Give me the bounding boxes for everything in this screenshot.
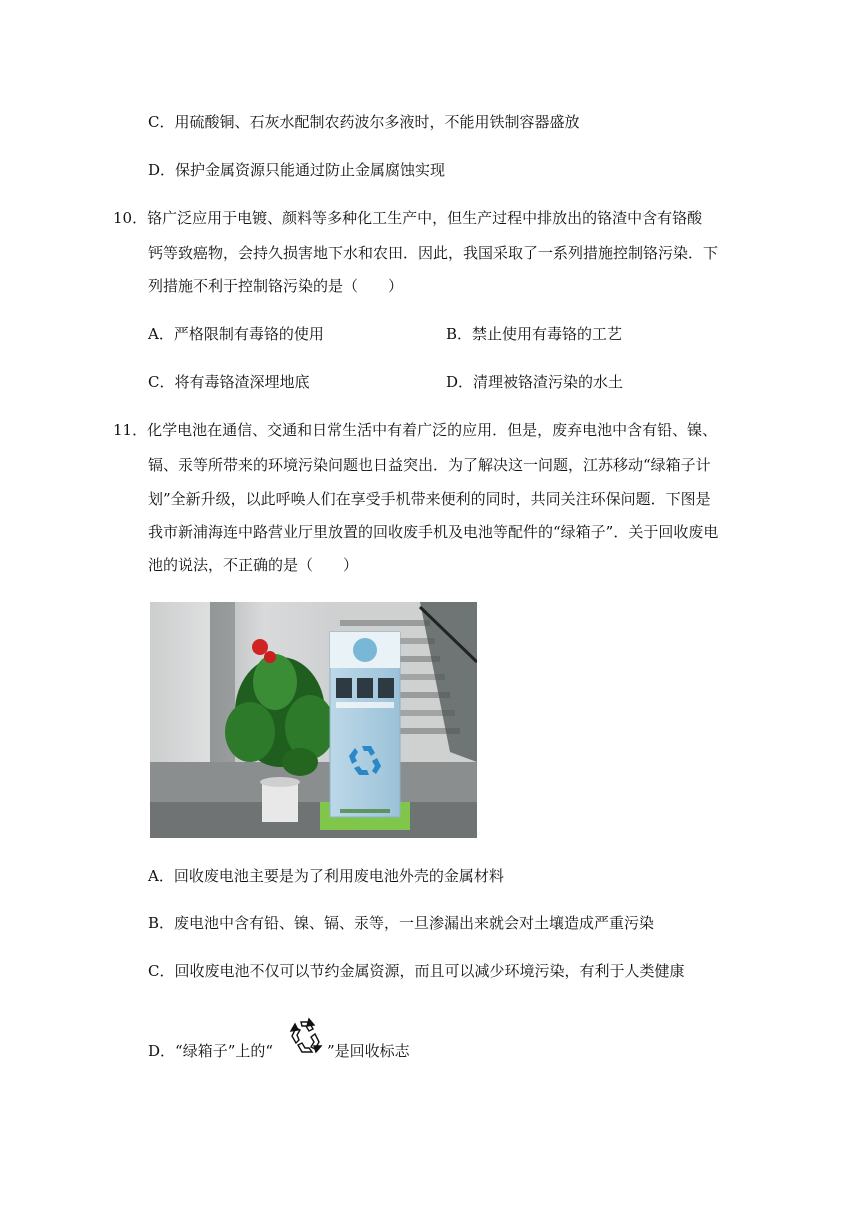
question-11-option-c: C．回收废电池不仅可以节约金属资源，而且可以减少环境污染，有利于人类健康 [148,962,685,980]
question-11-stem-line-5: 池的说法，不正确的是（ ） [148,556,359,574]
question-9-option-c: C．用硫酸铜、石灰水配制农药波尔多液时，不能用铁制容器盛放 [148,113,580,131]
question-10-option-d: D．清理被铬渣污染的水土 [446,373,624,391]
recycling-box-photo [150,602,477,838]
question-11-option-d-suffix: ”是回收标志 [327,1042,410,1060]
question-11-option-d-prefix: D．“绿箱子”上的“ [148,1042,274,1060]
question-11-stem-line-4: 我市新浦海连中路营业厅里放置的回收废手机及电池等配件的“绿箱子”．关于回收废电 [148,523,719,541]
question-11-stem-line-2: 镉、汞等所带来的环境污染问题也日益突出．为了解决这一问题，江苏移动“绿箱子计 [148,456,711,474]
question-11-option-b: B．废电池中含有铅、镍、镉、汞等，一旦渗漏出来就会对土壤造成严重污染 [148,914,655,932]
question-10-stem-line-3: 列措施不利于控制铬污染的是（ ） [148,277,404,295]
question-10-stem-line-1: 10．铬广泛应用于电镀、颜料等多种化工生产中，但生产过程中排放出的铬渣中含有铬酸 [113,209,703,227]
question-11-stem-line-1: 11．化学电池在通信、交通和日常生活中有着广泛的应用．但是，废弃电池中含有铅、镍、 [113,421,718,439]
question-10-option-c: C．将有毒铬渣深埋地底 [148,373,310,391]
recycle-symbol-icon [287,1016,327,1058]
question-10-stem-line-2: 钙等致癌物，会持久损害地下水和农田．因此，我国采取了一系列措施控制铬污染．下 [148,244,719,262]
question-10-option-a: A．严格限制有毒铬的使用 [148,325,324,343]
question-9-option-d: D．保护金属资源只能通过防止金属腐蚀实现 [148,161,446,179]
question-11-stem-line-3: 划”全新升级，以此呼唤人们在享受手机带来便利的同时，共同关注环保问题．下图是 [148,490,711,508]
question-10-option-b: B．禁止使用有毒铬的工艺 [446,325,623,343]
question-11-option-a: A．回收废电池主要是为了利用废电池外壳的金属材料 [148,867,504,885]
